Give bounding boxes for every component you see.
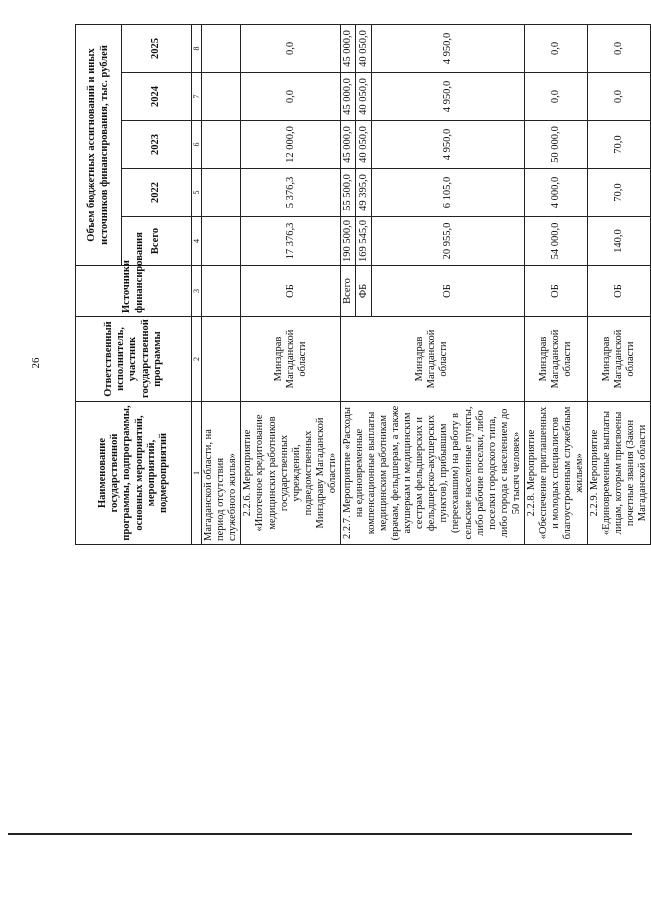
table-row (524, 24, 587, 544)
header-2023: 2023 (122, 121, 192, 169)
bottom-rule (8, 833, 632, 835)
table-row (340, 24, 356, 544)
row-2025: 0,0 (241, 24, 341, 72)
row-2024: 4 950,0 (371, 73, 524, 121)
row-2025: 0,0 (524, 24, 587, 72)
page-number: 26 (30, 357, 42, 369)
header-volume: Объем бюджетных ассигнований и иных источников финансирования, тыс. рублей (76, 24, 122, 265)
row-name: 2.2.9. Мероприятие «Единовременные выплаты лицам, которым присвоены почетные звания (Закон Магаданской области (588, 402, 651, 545)
row-2023: 45 000,0 (340, 121, 356, 169)
header-2024: 2024 (122, 73, 192, 121)
row-name: 2.2.8. Мероприятие «Обеспечение приглашенных и молодых специалистов благоустроенным служебным жильем» (524, 402, 587, 545)
row-name: 2.2.6. Мероприятие «Ипотечное кредитование медицинских работников государственных учреждений, подведомственных Минздраву Магаданской области» (241, 402, 341, 545)
table-row (588, 24, 651, 544)
table-rotated-wrapper (75, 25, 649, 545)
row-source: ФБ (356, 266, 372, 317)
row-total: 54 000,0 (524, 217, 587, 266)
row-2022: 6 105,0 (371, 169, 524, 217)
col-num: 5 (192, 169, 202, 217)
row-2024: 0,0 (241, 73, 341, 121)
header-name: Наименование государственной программы, подпрограммы, основных мероприятий, мероприятий, подмероприятий (76, 402, 192, 545)
header-2022: 2022 (122, 169, 192, 217)
row-total: 140,0 (588, 217, 651, 266)
col-num: 7 (192, 73, 202, 121)
row-2025: 4 950,0 (371, 24, 524, 72)
row-2025: 45 000,0 (340, 24, 356, 72)
row-2023: 50 000,0 (524, 121, 587, 169)
header-2025: 2025 (122, 24, 192, 72)
row-2024: 40 050,0 (356, 73, 372, 121)
row-2025: 40 050,0 (356, 24, 372, 72)
col-num: 6 (192, 121, 202, 169)
row-total: 190 500,0 (340, 217, 356, 266)
col-num: 2 (192, 317, 202, 402)
row-2022: 70,0 (588, 169, 651, 217)
row-2023: 4 950,0 (371, 121, 524, 169)
header-total: Всего (122, 217, 192, 266)
row-executor: Минздрав Магаданской области (588, 317, 651, 402)
scan-speck (470, 12, 473, 15)
row-source: ОБ (241, 266, 341, 317)
column-numbers-row (192, 24, 202, 544)
table-inner (75, 25, 649, 545)
col-num: 8 (192, 24, 202, 72)
row-name: Магаданской области, на период отсутствия служебного жилья» (202, 402, 241, 545)
row-total: 20 955,0 (371, 217, 524, 266)
header-source: Источники финансирования (76, 266, 192, 317)
row-source: ОБ (371, 266, 524, 317)
row-name: 2.2.7. Мероприятие «Расходы на единовременные компенсационные выплаты медицинским работникам (врачам, фельдшерам, а также акушеркам и медицинским сестрам фельдшерских и фельдшерско-акушерских пунктов), прибывшим (переехавшим) на работу в сельские населенные пункты, либо рабочие поселки, либо поселки городского типа, либо города с населением до 50 тысяч человек» (340, 402, 524, 545)
table-row (202, 24, 241, 544)
row-total: 169 545,0 (356, 217, 372, 266)
col-num: 4 (192, 217, 202, 266)
row-total: 17 376,3 (241, 217, 341, 266)
row-2022: 49 395,0 (356, 169, 372, 217)
header-row-1 (76, 24, 122, 544)
row-2025: 0,0 (588, 24, 651, 72)
row-executor: Минздрав Магаданской области (524, 317, 587, 402)
table-row (241, 24, 341, 544)
row-2022: 55 500,0 (340, 169, 356, 217)
col-num: 1 (192, 402, 202, 545)
row-2023: 40 050,0 (356, 121, 372, 169)
row-2023: 70,0 (588, 121, 651, 169)
row-2022: 5 376,3 (241, 169, 341, 217)
row-2023: 12 000,0 (241, 121, 341, 169)
row-2024: 0,0 (524, 73, 587, 121)
col-num: 3 (192, 266, 202, 317)
row-executor: Минздрав Магаданской области (340, 317, 524, 402)
row-2022: 4 000,0 (524, 169, 587, 217)
budget-table (75, 24, 651, 545)
row-source: ОБ (588, 266, 651, 317)
row-2024: 45 000,0 (340, 73, 356, 121)
row-source: ОБ (524, 266, 587, 317)
row-executor: Минздрав Магаданской области (241, 317, 341, 402)
row-source: Всего (340, 266, 356, 317)
header-executor: Ответственный исполнитель, участник государственной программы (76, 317, 192, 402)
row-2024: 0,0 (588, 73, 651, 121)
